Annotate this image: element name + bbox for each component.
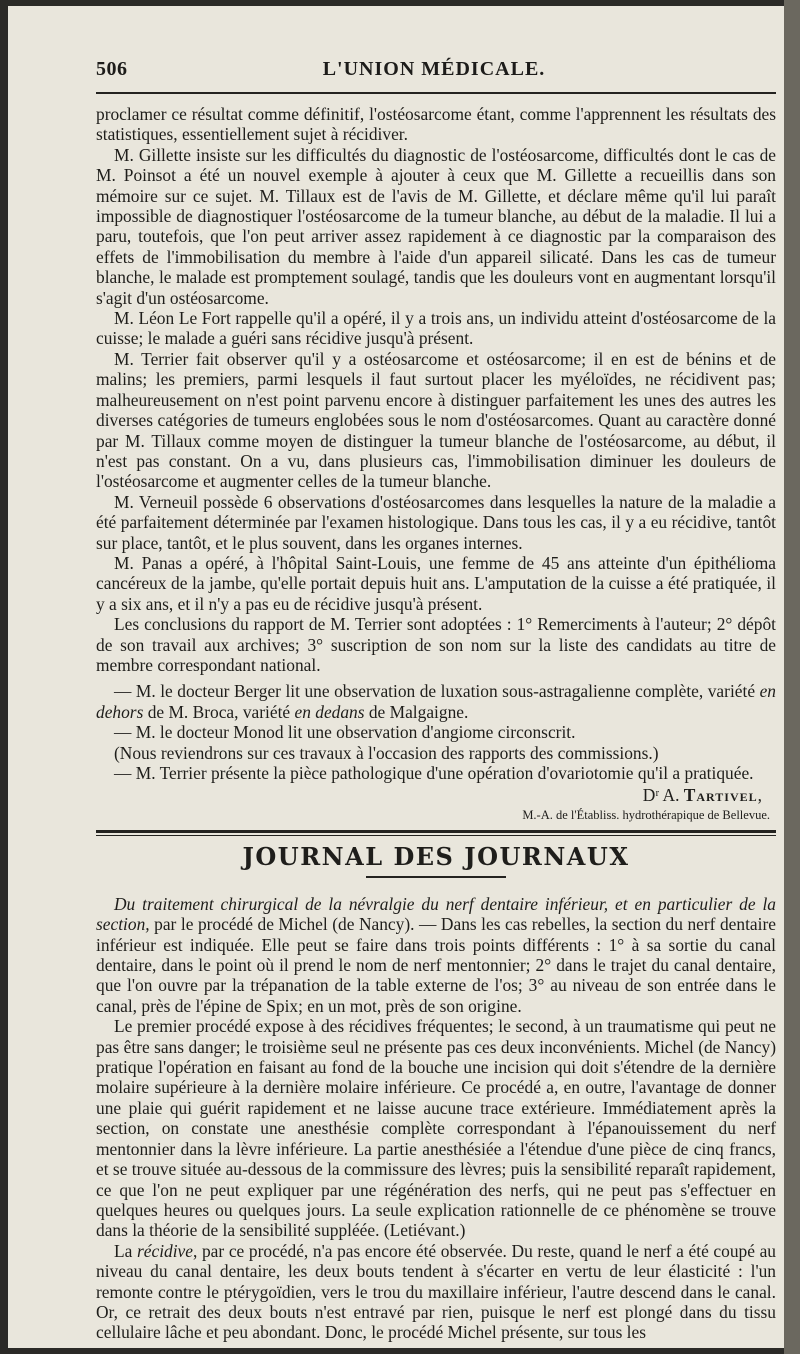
paragraph: M. Verneuil possède 6 observations d'ostéosarcomes dans lesquelles la nature de la maladie a été parfaitement déterminée par l'examen histologique. Dans tous les cas, il y a eu récidive, tantôt sur place, tantôt, et le plus souvent, dans les organes internes.: [96, 491, 776, 553]
section-title: JOURNAL DES JOURNAUX: [242, 841, 630, 871]
page-number: 506: [96, 58, 128, 80]
section-rule: [96, 830, 776, 833]
article-paragraph: La récidive, par ce procédé, n'a pas encore été observée. Du reste, quand le nerf a été coupé au niveau du canal dentaire, les deux bouts tendent à s'écarter en vertu de leur élasticité : l'un remonte contre le ptérygoïdien, vers le trou du maxillaire inférieur, l'autre descend dans le canal. Or, ce retrait des deux bouts n'est entravé par rien, puisque le nerf est plongé dans du tissu cellulaire lâche et peu abondant. Donc, le procédé Michel présente, sur tous les: [96, 1240, 776, 1343]
title-underline: [366, 876, 506, 878]
paragraph: Les conclusions du rapport de M. Terrier sont adoptées : 1° Remerciments à l'auteur; 2° dépôt de son travail aux archives; 3° suscription de son nom sur la liste des candidats au titre de membre correspondant national.: [96, 614, 776, 675]
page-header: [96, 58, 772, 88]
paragraph: M. Léon Le Fort rappelle qu'il a opéré, il y a trois ans, un individu atteint d'ostéosarcome de la cuisse; le malade a guéri sans récidive jusqu'à présent.: [96, 308, 776, 349]
terrier-note: — M. Terrier présente la pièce pathologique d'une opération d'ovariotomie qu'il a pratiquée.: [114, 763, 754, 783]
section-rule-thin: [96, 835, 776, 836]
editor-note: (Nous reviendrons sur ces travaux à l'occasion des rapports des commissions.): [114, 742, 659, 763]
running-head: L'UNION MÉDICALE.: [322, 58, 546, 80]
header-rule: [96, 92, 776, 94]
article-paragraph: Le premier procédé expose à des récidives fréquentes; le second, à un traumatisme qui peut ne pas être sans danger; le troisième seul ne présente pas ces deux inconvénients. Michel (de Nancy) pratique l'opération en faisant au fond de la bouche une incision qui doit s'étendre de la dernière molaire supérieure à la dernière molaire inférieure. Ce procédé a, en outre, l'avantage de donner une plaie qui guérit rapidement et ne laisse aucune trace extérieure. Immédiatement après la section, on constate une anesthésie complète correspondant à l'épanouissement du nerf mentonnier dans la lèvre inférieure. La partie anesthésiée a l'étendue d'une pièce de cinq francs, et se trouve située au-dessous de la commissure des lèvres; puis la sensibilité reparaît rapidement, ce que l'on ne peut expliquer par une régénération des nerfs, qui ne peut pas s'effectuer en quelques heures ou quelques jours. La seule explication rationnelle de ce phénomène se trouve dans la théorie de la sensibilité suppléée. (Letiévant.): [96, 1016, 776, 1241]
paragraph: proclamer ce résultat comme définitif, l'ostéosarcome étant, comme l'apprennent les résultats des statistiques, essentiellement sujet à récidiver.: [96, 104, 776, 145]
article-title: Du traitement chirurgical de la névralgie du nerf dentaire inférieur, et en particulier de la section,: [96, 893, 776, 935]
paragraph: M. Terrier fait observer qu'il y a ostéosarcome et ostéosarcome; il en est de bénins et de malins; les premiers, parmi lesquels il faut surtout placer les myéloïdes, ne récidivent pas; malheureusement on n'est point parvenu encore à distinguer parfaitement les unes des autres les diverses catégories de tumeurs englobées sous le nom d'ostéosarcomes. Quant au caractère donné par M. Tillaux comme moyen de distinguer la tumeur blanche de l'ostéosarcome, au début, il n'est pas constant. On a vu, dans plusieurs cas, l'immobilisation diminuer les douleurs de l'ostéosarcome et augmenter celles de la tumeur blanche.: [96, 348, 776, 492]
article-paragraph: Du traitement chirurgical de la névralgie du nerf dentaire inférieur, et en particulier de la section, par le procédé de Michel (de Nancy). — Dans les cas rebelles, la section du nerf dentaire inférieur est indiquée. Elle peut se faire dans trois points différents : 1° à sa sortie du canal dentaire, dans le point où il prend le nom de nerf mentonnier; 2° dans le trajet du canal dentaire, que l'on ouvre par la trépanation de la table externe de l'os; 3° au niveau de son entrée dans le canal, près de l'épine de Spix; en un mot, près de son origine.: [96, 893, 776, 1016]
monod-note: — M. le docteur Monod lit une observation d'angiome circonscrit.: [114, 722, 576, 743]
berger-note: — M. le docteur Berger lit une observation de luxation sous-astragalienne complète, variété en dehors de M. Broca, variété en dedans de Malgaigne.: [96, 681, 776, 722]
paragraph: M. Gillette insiste sur les difficultés du diagnostic de l'ostéosarcome, difficultés dont le cas de M. Poinsot a été un nouvel exemple à ajouter à ceux que M. Gillette a recueillis dans son mémoire sur ce sujet. M. Tillaux est de l'avis de M. Gillette, et déclare même qu'il lui paraît impossible de diagnostiquer l'ostéosarcome de la tumeur blanche, au début de la maladie. Il lui a paru, toutefois, que l'on peut arriver assez rapidement à ce diagnostic par la comparaison des effets de l'immobilisation du membre à l'aide d'un appareil silicaté. Dans les cas de tumeur blanche, le malade est promptement soulagé, tandis que les douleurs vont en augmentant lorsqu'il s'agit d'un ostéosarcome.: [96, 144, 776, 308]
signature-establishment: M.-A. de l'Établiss. hydrothérapique de Bellevue.: [522, 807, 770, 822]
page-edge-strip: [784, 0, 800, 1354]
page-content: [96, 104, 776, 1343]
paragraph: M. Panas a opéré, à l'hôpital Saint-Louis, une femme de 45 ans atteinte d'un épithélioma cancéreux de la jambe, qu'elle portait depuis huit ans. L'amputation de la cuisse a été pratiquée, il y a six ans, et il n'y a pas eu de récidive jusqu'à présent.: [96, 552, 776, 614]
signature: Dʳ A. Tartivel,: [642, 785, 762, 806]
